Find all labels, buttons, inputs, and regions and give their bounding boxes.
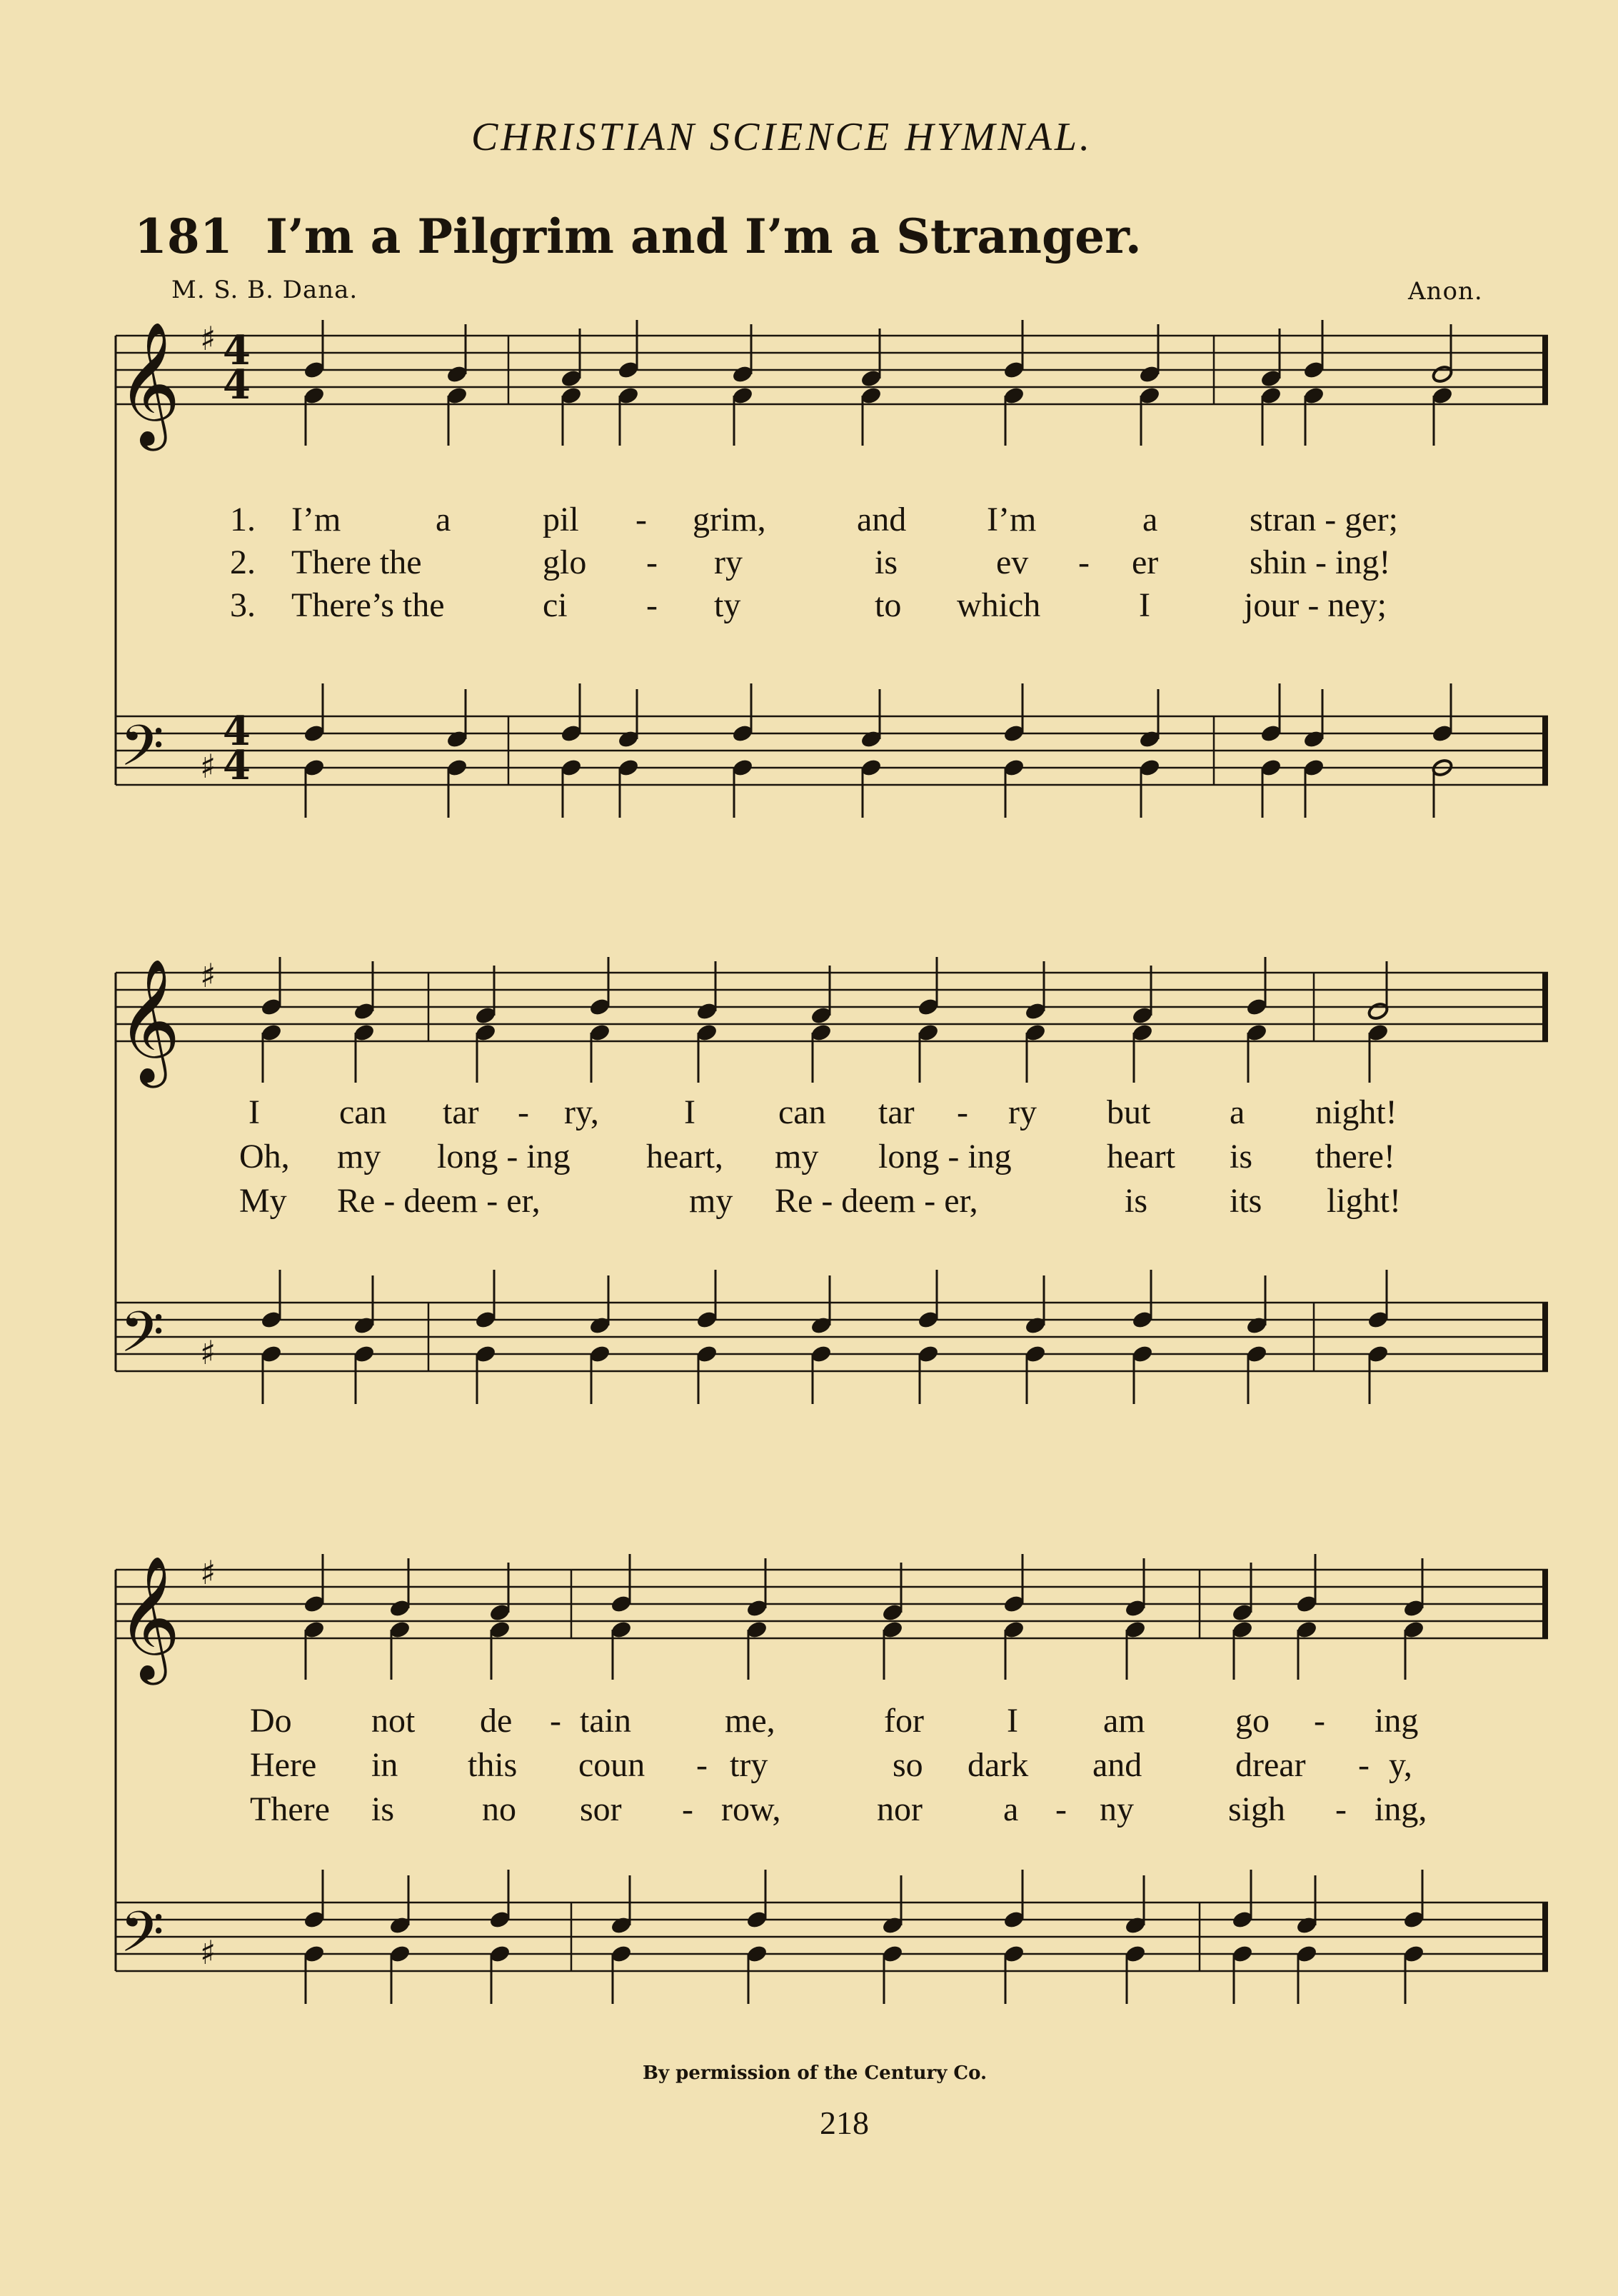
lyric-syllable: is (1230, 1138, 1253, 1175)
lyric-syllable: is (371, 1790, 395, 1828)
permission-note: By permission of the Century Co. (643, 2062, 988, 2084)
bass-clef: 𝄢 (120, 1899, 164, 1979)
lyric-syllable: - (1358, 1746, 1370, 1784)
lyric-syllable: ny (1100, 1790, 1134, 1828)
lyric-syllable: jour - ney; (1244, 586, 1387, 624)
lyric-syllable: my (689, 1182, 733, 1220)
lyric-syllable: pil (543, 501, 579, 538)
lyric-syllable: y, (1389, 1746, 1412, 1784)
lyric-syllable: long - ing (878, 1138, 1012, 1175)
lyric-syllable: - (635, 501, 647, 538)
lyric-syllable: tar (443, 1093, 479, 1131)
lyric-syllable: There the (291, 543, 422, 581)
lyric-syllable: night! (1315, 1093, 1397, 1131)
lyric-syllable: - (696, 1746, 708, 1784)
sharp-key-signature: ♯ (200, 1553, 216, 1592)
lyric-syllable: - (646, 543, 658, 581)
hymn-number: 181 (134, 209, 233, 264)
lyric-syllable: ry, (564, 1093, 599, 1131)
lyric-syllable: tain (580, 1702, 631, 1740)
sharp-key-signature: ♯ (200, 1333, 216, 1372)
lyric-syllable: de (480, 1702, 513, 1740)
lyric-syllable: Oh, (239, 1138, 290, 1175)
lyric-syllable: sor (580, 1790, 622, 1828)
lyric-syllable: 2. (230, 543, 256, 581)
lyric-syllable: 3. (230, 586, 256, 624)
lyric-syllable: light! (1327, 1182, 1401, 1220)
lyric-syllable: drear (1235, 1746, 1306, 1784)
treble-clef: 𝄞 (117, 321, 181, 446)
lyric-syllable: a (1142, 501, 1158, 538)
lyric-syllable: ci (543, 586, 568, 624)
lyric-syllable: can (339, 1093, 387, 1131)
lyric-syllable: Re - deem - er, (337, 1182, 541, 1220)
lyric-syllable: ty (714, 586, 741, 624)
lyric-syllable: I’m (291, 501, 341, 538)
treble-clef: 𝄞 (117, 958, 181, 1083)
lyric-syllable: row, (721, 1790, 781, 1828)
lyric-syllable: grim, (693, 501, 766, 538)
lyric-syllable: - (1078, 543, 1090, 581)
lyric-syllable: me, (725, 1702, 775, 1740)
lyric-syllable: but (1107, 1093, 1151, 1131)
lyric-syllable: coun (578, 1746, 645, 1784)
lyric-syllable: I (1139, 586, 1150, 624)
lyric-syllable: - (1055, 1790, 1067, 1828)
sharp-key-signature: ♯ (200, 747, 216, 786)
running-head: CHRISTIAN SCIENCE HYMNAL. (471, 115, 1093, 159)
lyric-syllable: ev (996, 543, 1029, 581)
lyric-syllable: this (468, 1746, 518, 1784)
lyric-syllable: its (1230, 1182, 1262, 1220)
sharp-key-signature: ♯ (200, 956, 216, 995)
lyric-syllable: - (957, 1093, 968, 1131)
lyric-syllable: I’m (987, 501, 1037, 538)
lyric-syllable: my (775, 1138, 819, 1175)
bass-clef: 𝄢 (120, 713, 164, 793)
lyric-syllable: is (875, 543, 898, 581)
page-number: 218 (820, 2105, 869, 2141)
lyric-syllable: heart (1107, 1138, 1175, 1175)
lyric-syllable: not (371, 1702, 416, 1740)
lyric-syllable: I (684, 1093, 695, 1131)
time-signature-top: 4 (223, 708, 251, 755)
lyric-syllable: My (239, 1182, 287, 1220)
sharp-key-signature: ♯ (200, 319, 216, 358)
lyric-syllable: my (337, 1138, 381, 1175)
lyric-syllable: long - ing (437, 1138, 571, 1175)
lyric-syllable: a (436, 501, 451, 538)
lyric-syllable: Re - deem - er, (775, 1182, 978, 1220)
lyric-syllable: ry (1008, 1093, 1037, 1131)
hymn-title: I’m a Pilgrim and I’m a Stranger. (266, 209, 1142, 264)
lyricist-credit: M. S. B. Dana. (171, 276, 358, 304)
lyric-syllable: tar (878, 1093, 915, 1131)
lyric-syllable: - (550, 1702, 561, 1740)
lyric-syllable: shin - ing! (1250, 543, 1391, 581)
sharp-key-signature: ♯ (200, 1933, 216, 1972)
composer-credit: Anon. (1408, 277, 1483, 306)
lyric-syllable: which (957, 586, 1041, 624)
lyric-syllable: to (875, 586, 902, 624)
time-signature-top: 4 (223, 327, 251, 374)
lyric-syllable: Do (250, 1702, 292, 1740)
lyric-syllable: there! (1315, 1138, 1395, 1175)
lyric-syllable: am (1103, 1702, 1145, 1740)
time-signature-bottom: 4 (223, 742, 251, 789)
lyric-syllable: go (1235, 1702, 1270, 1740)
lyric-syllable: is (1125, 1182, 1148, 1220)
lyric-syllable: sigh (1228, 1790, 1286, 1828)
lyric-syllable: glo (543, 543, 587, 581)
lyric-syllable: can (778, 1093, 826, 1131)
lyric-syllable: ry (714, 543, 743, 581)
lyric-syllable: and (857, 501, 907, 538)
lyric-syllable: heart, (646, 1138, 723, 1175)
lyric-syllable: - (682, 1790, 693, 1828)
lyric-syllable: ing (1375, 1702, 1419, 1740)
lyric-syllable: - (1335, 1790, 1347, 1828)
lyric-syllable: no (482, 1790, 516, 1828)
lyric-syllable: so (893, 1746, 923, 1784)
lyric-syllable: I (1007, 1702, 1018, 1740)
lyric-syllable: There’s the (291, 586, 445, 624)
lyric-syllable: 1. (230, 501, 256, 538)
time-signature-bottom: 4 (223, 361, 251, 408)
lyric-syllable: - (646, 586, 658, 624)
lyric-syllable: er (1132, 543, 1159, 581)
treble-clef: 𝄞 (117, 1555, 181, 1680)
lyric-syllable: for (884, 1702, 924, 1740)
lyric-syllable: - (1314, 1702, 1325, 1740)
lyric-syllable: and (1092, 1746, 1142, 1784)
lyric-syllable: There (250, 1790, 330, 1828)
lyric-syllable: Here (250, 1746, 317, 1784)
lyric-syllable: - (518, 1093, 529, 1131)
lyric-syllable: try (730, 1746, 768, 1784)
bass-clef: 𝄢 (120, 1299, 164, 1379)
lyric-syllable: nor (877, 1790, 923, 1828)
lyric-syllable: in (371, 1746, 398, 1784)
lyric-syllable: I (248, 1093, 260, 1131)
lyric-syllable: dark (968, 1746, 1029, 1784)
lyric-syllable: ing, (1375, 1790, 1427, 1828)
lyric-syllable: a (1230, 1093, 1245, 1131)
lyric-syllable: a (1003, 1790, 1019, 1828)
lyric-syllable: stran - ger; (1250, 501, 1398, 538)
